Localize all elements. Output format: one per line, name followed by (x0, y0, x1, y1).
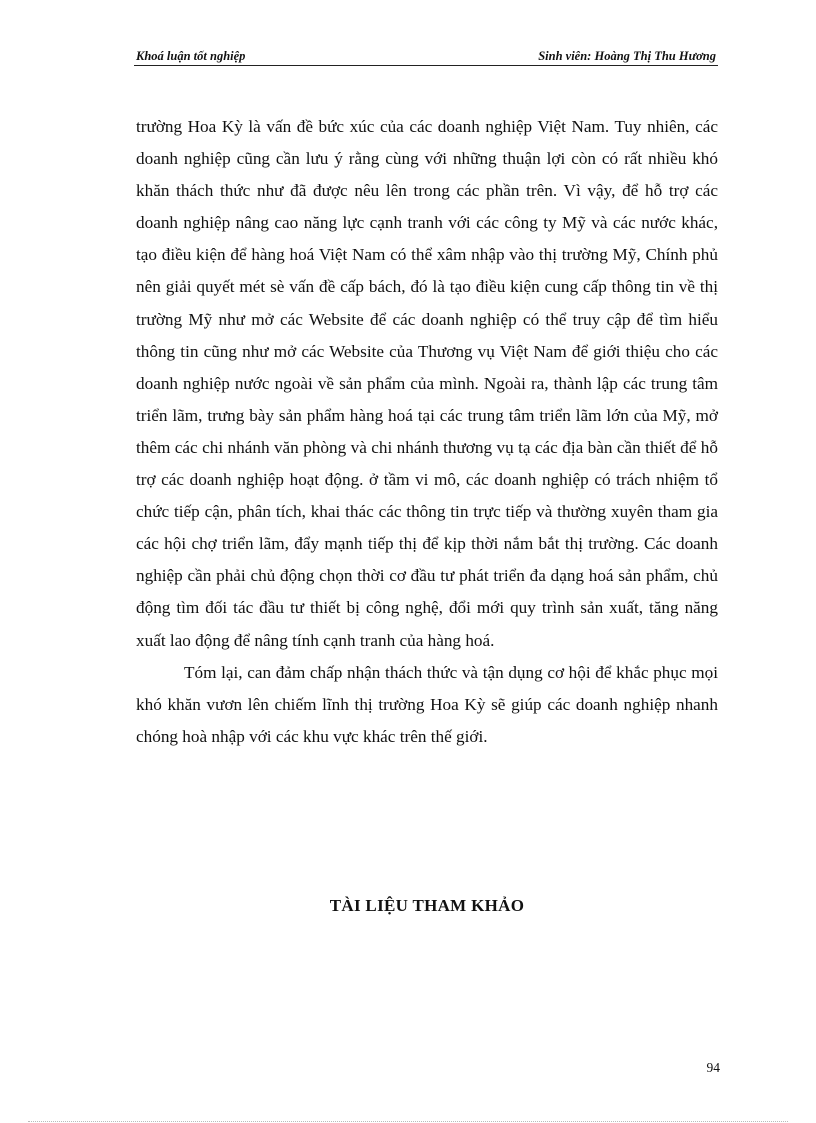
page-bottom-divider (28, 1121, 788, 1122)
header-thesis-label: Khoá luận tốt nghiệp (136, 49, 246, 63)
paragraph-continuation: trường Hoa Kỳ là vấn đề bức xúc của các doanh nghiệp Việt Nam. Tuy nhiên, các doanh nghiệp cũng cần lưu ý rằng cùng với những thuận lợi còn có rất nhiều khó khăn thách thức như đã được nêu lên trong các phần trên. Vì vậy, để hỗ trợ các doanh nghiệp nâng cao năng lực cạnh tranh với các công ty Mỹ và các nước khác, tạo điều kiện để hàng hoá Việt Nam có thể xâm nhập vào thị trường Mỹ, Chính phủ nên giải quyết mét sè vấn đề cấp bách, đó là tạo điều kiện cung cấp thông tin về thị trường Mỹ như mở các Website để các doanh nghiệp có thể truy cập để tìm hiểu thông tin cũng như mở các Website của Thương vụ Việt Nam để giới thiệu cho các doanh nghiệp nước ngoài về sản phẩm của mình. Ngoài ra, thành lập các trung tâm triển lãm, trưng bày sản phẩm hàng hoá tại các trung tâm triển lãm lớn của Mỹ, mở thêm các chi nhánh văn phòng và chi nhánh thương vụ tạ các địa bàn cần thiết để hỗ trợ các doanh nghiệp hoạt động. ở tầm vi mô, các doanh nghiệp có trách nhiệm tổ chức tiếp cận, phân tích, khai thác các thông tin trực tiếp và thường xuyên tham gia các hội chợ triển lãm, đẩy mạnh tiếp thị để kịp thời nắm bắt thị trường. Các doanh nghiệp cần phải chủ động chọn thời cơ đầu tư phát triển đa dạng hoá sản phẩm, chủ động tìm đối tác đầu tư thiết bị công nghệ, đổi mới quy trình sản xuất, tăng năng xuất lao động để nâng tính cạnh tranh của hàng hoá. (136, 117, 718, 650)
header-student-name: Sinh viên: Hoàng Thị Thu Hương (538, 49, 716, 63)
page-number: 94 (706, 1060, 720, 1075)
running-header (134, 47, 718, 66)
section-title-references: TÀI LIỆU THAM KHẢO (329, 896, 525, 915)
body-text (136, 111, 718, 753)
paragraph-conclusion: Tóm lại, can đảm chấp nhận thách thức và tận dụng cơ hội để khắc phục mọi khó khăn vươn lên chiếm lĩnh thị trường Hoa Kỳ sẽ giúp các doanh nghiệp nhanh chóng hoà nhập với các khu vực khác trên thế giới. (136, 662, 718, 746)
